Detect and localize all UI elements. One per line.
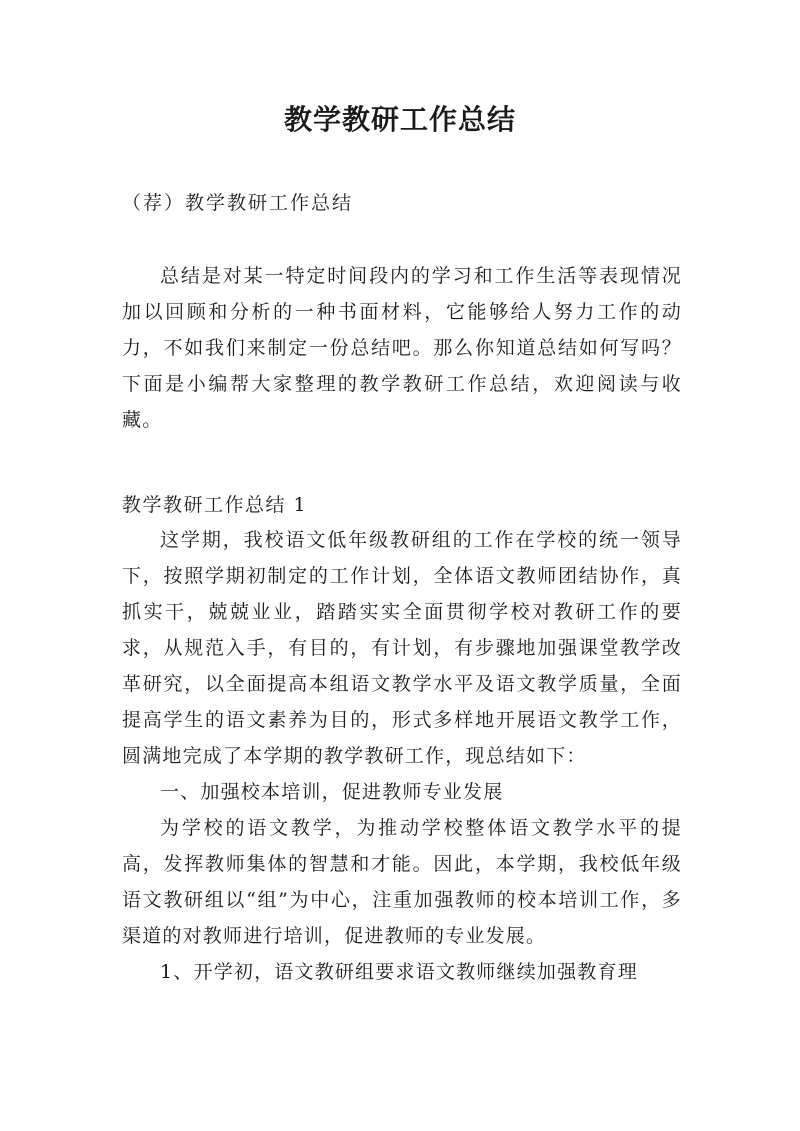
body-paragraph-2: 为学校的语文教学，为推动学校整体语文教学水平的提高，发挥教师集体的智慧和才能。因此，本学期，我校低年级语文教研组以“组”为中心，注重加强教师的校本培训工作，多渠道的对教师进行培训，促进教师的专业发展。 [122, 817, 682, 947]
document-title: 教学教研工作总结 [283, 103, 516, 136]
section-content [122, 522, 682, 990]
intro-paragraph: 总结是对某一特定时间段内的学习和工作生活等表现情况加以回顾和分析的一种书面材料，它能够给人努力工作的动力，不如我们来制定一份总结吧。那么你知道总结如何写吗？下面是小编帮大家整理的教学教研工作总结，欢迎阅读与收藏。 [122, 265, 682, 431]
subheading-1: 一、加强校本培训，促进教师专业发展 [160, 781, 504, 803]
section-heading: 教学教研工作总结 1 [122, 494, 308, 516]
body-paragraph-1: 这学期，我校语文低年级教研组的工作在学校的统一领导下，按照学期初制定的工作计划，全体语文教师团结协作，真抓实干，兢兢业业，踏踏实实全面贯彻学校对教研工作的要求，从规范入手，有目的，有计划，有步骤地加强课堂教学改革研究，以全面提高本组语文教学水平及语文教学质量，全面提高学生的语文素养为目的，形式多样地开展语文教学工作，圆满地完成了本学期的教学教研工作，现总结如下： [122, 529, 682, 767]
intro-block [122, 258, 682, 438]
document-subtitle: （荐）教学教研工作总结 [122, 192, 354, 214]
body-paragraph-3: 1、开学初，语文教研组要求语文教师继续加强教育理 [160, 961, 638, 983]
